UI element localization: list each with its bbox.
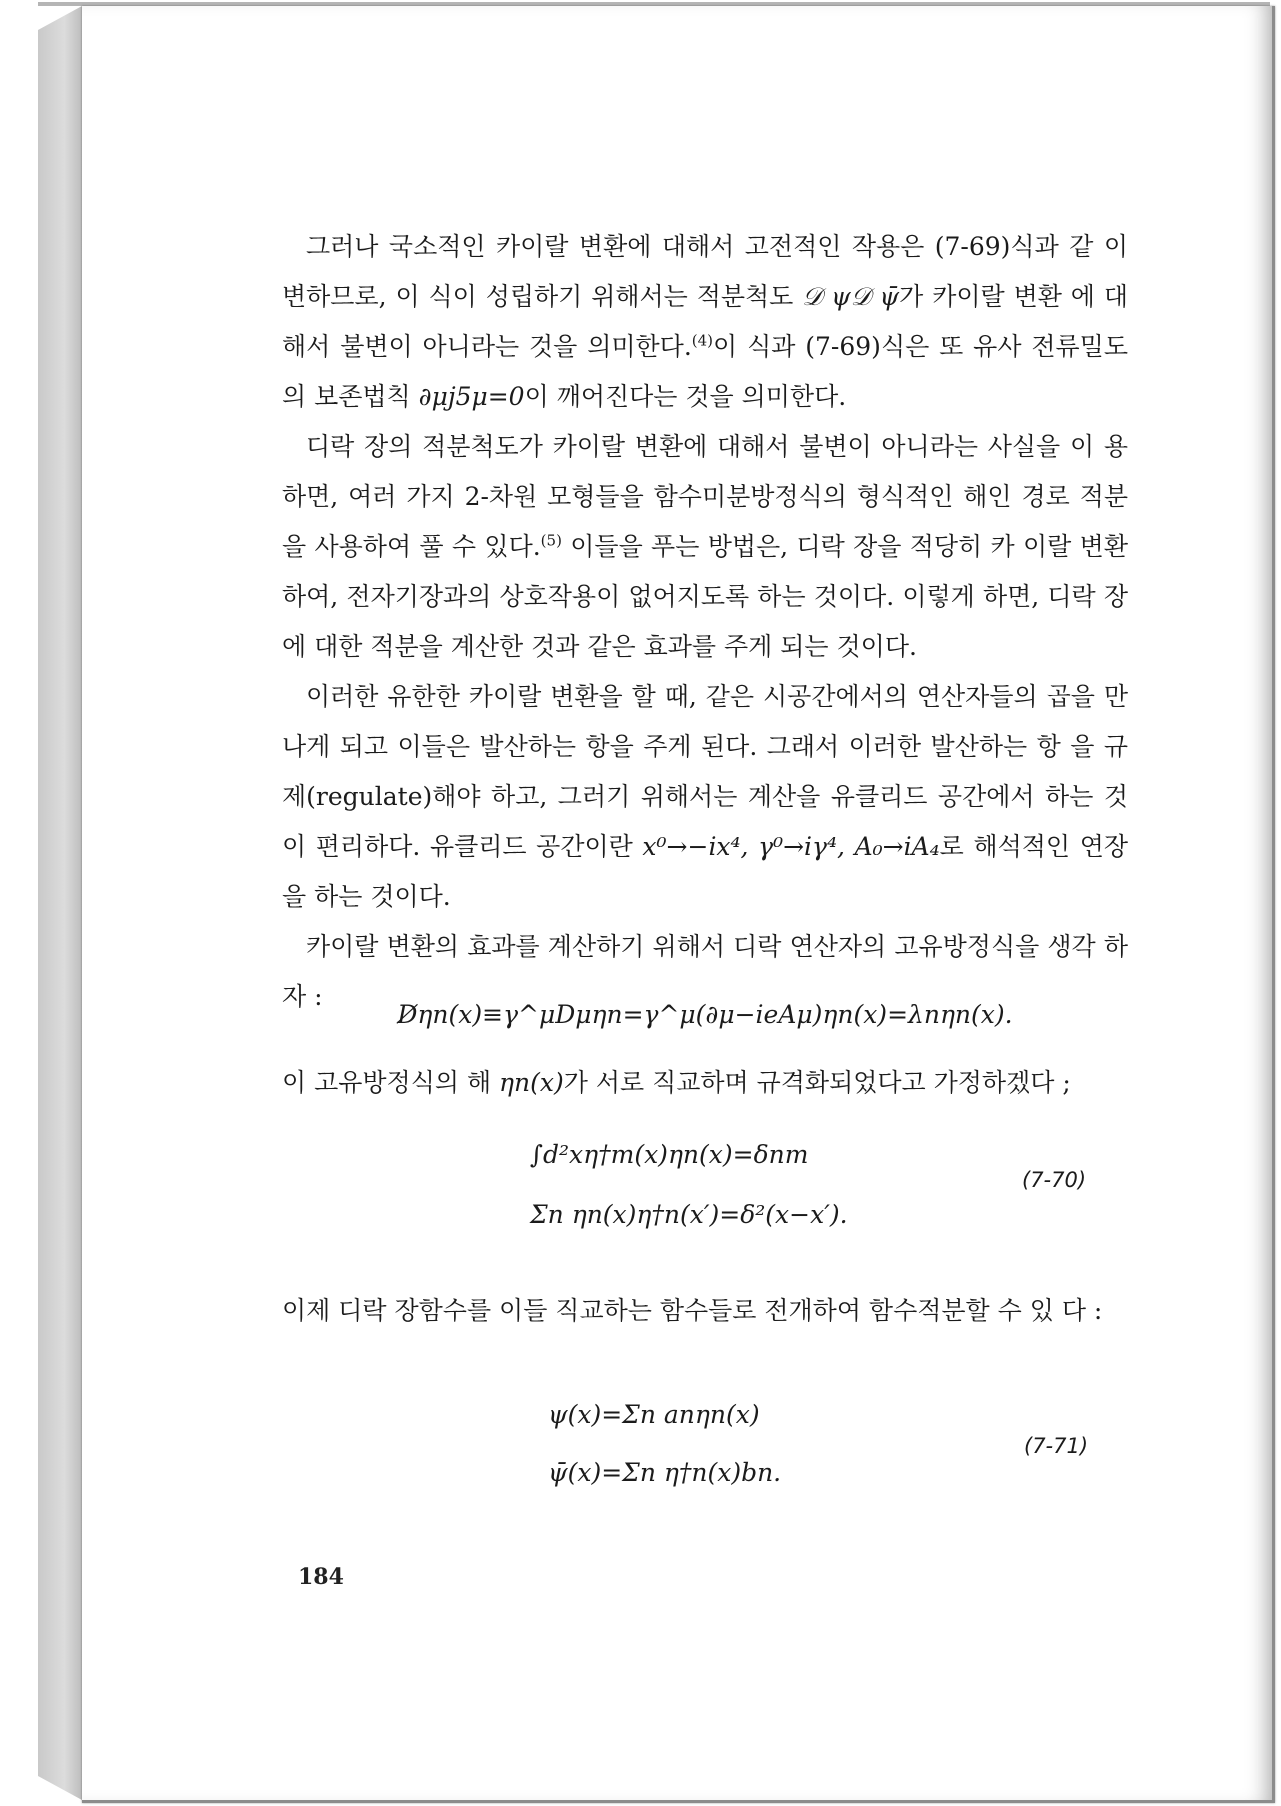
book-spine: [38, 6, 82, 1800]
orthonormality-line: ∫d²xη†m(x)ηn(x)=δnm: [530, 1140, 809, 1169]
text-line: 디락 장의 적분척도가 카이랄 변환에 대해서 불변이 아니라는 사실을 이: [306, 432, 1095, 461]
math-euclidean-continuation: x⁰→−ix⁴, γ⁰→iγ⁴, A₀→iA₄: [642, 832, 940, 861]
text-line: 이랄 변환하여, 전자기장과의 상호작용이 없어지도록 하는 것이다. 이렇게: [282, 532, 1128, 611]
paragraph-2: [282, 422, 1128, 672]
paragraph-3: [282, 672, 1128, 922]
equation-7-70: [530, 1140, 1130, 1260]
equation-text: D̸ηn(x)≡γ^μDμηn=γ^μ(∂μ−ieAμ)ηn(x)=λnηn(x).: [397, 1000, 1013, 1029]
text-line: 다 :: [1061, 1296, 1103, 1325]
text-line: 이 고유방정식의 해: [282, 1068, 500, 1097]
paragraph-6: [282, 1286, 1128, 1336]
text-line: 을 규제(regulate)해야 하고, 그러기 위해서는 계산을 유클리드 공간에서: [282, 732, 1128, 811]
text-line: 이들을 푸는 방법은, 디락 장을 적당히 카: [561, 532, 1015, 561]
text-line: 용하면, 여러 가지 2-차원 모형들을 함수미분방정식의 형식적인 해인 경로: [282, 432, 1128, 511]
equation-eigenvalue: [282, 1000, 1128, 1029]
text-line: 해석적인 연장을 하는 것이다.: [282, 832, 1128, 911]
text-line: 카이랄 변환의 효과를 계산하기 위해서 디락 연산자의 고유방정식을 생각: [306, 932, 1096, 961]
psibar-expansion-line: ψ̄(x)=Σn η†n(x)bn.: [548, 1458, 782, 1487]
text-line: 그러나 국소적인 카이랄 변환에 대해서 고전적인 작용은 (7-69)식과 같: [306, 232, 1094, 261]
text-line: 전류밀도의 보존법칙: [282, 332, 1128, 411]
paragraph-1: [282, 222, 1128, 422]
footnote-ref: (5): [540, 531, 562, 550]
equation-number: (7-71): [1024, 1434, 1089, 1458]
text-line: 로: [939, 832, 964, 861]
text-line: 이러한 유한한 카이랄 변환을 할 때, 같은 시공간에서의 연산자들의 곱을: [306, 682, 1095, 711]
page-content: [282, 222, 1128, 1022]
footnote-ref: (4): [691, 331, 714, 350]
text-line: 이 변하므로, 이 식이 성립하기 위해서는 적분척도: [282, 232, 1128, 311]
text-line: 하는 것이 편리하다. 유클리드 공간이란: [282, 782, 1129, 861]
text-line: 만나게 되고 이들은 발산하는 항을 주게 된다. 그래서 이러한 발산하는 항: [282, 682, 1128, 761]
equation-number: (7-70): [1022, 1168, 1087, 1192]
completeness-line: Σn ηn(x)η†n(x′)=δ²(x−x′).: [530, 1200, 848, 1229]
text-line: 적분을 사용하여 풀 수 있다.: [282, 482, 1129, 561]
page-number: 184: [298, 1564, 344, 1590]
text-line: 하자 :: [282, 932, 1129, 1011]
text-line: 이 식과 (7-69)식은 또 유사: [713, 332, 1022, 361]
paragraph-5: [282, 1058, 1128, 1108]
equation-7-71: [548, 1400, 1128, 1520]
math-conservation-law: ∂μj5μ=0: [418, 382, 525, 411]
text-line: 하면, 디락 장에 대한 적분을 계산한 것과 같은 효과를 주게 되는 것이다.: [282, 582, 1128, 661]
text-line: 에 대해서 불변이 아니라는 것을 의미한다.: [282, 282, 1128, 361]
math-measure: 𝒟 ψ𝒟 ψ̄: [802, 282, 900, 311]
math-eigenfunction: ηn(x): [499, 1068, 564, 1097]
psi-expansion-line: ψ(x)=Σn anηn(x): [548, 1400, 760, 1429]
text-line: 이 깨어진다는 것을 의미한다.: [524, 382, 847, 411]
text-line: 이제 디락 장함수를 이들 직교하는 함수들로 전개하여 함수적분할 수 있: [282, 1296, 1054, 1325]
text-line: 가 서로 직교하며 규격화되었다고 가정하겠다 ;: [563, 1068, 1071, 1097]
text-line: 가 카이랄 변환: [899, 282, 1062, 311]
